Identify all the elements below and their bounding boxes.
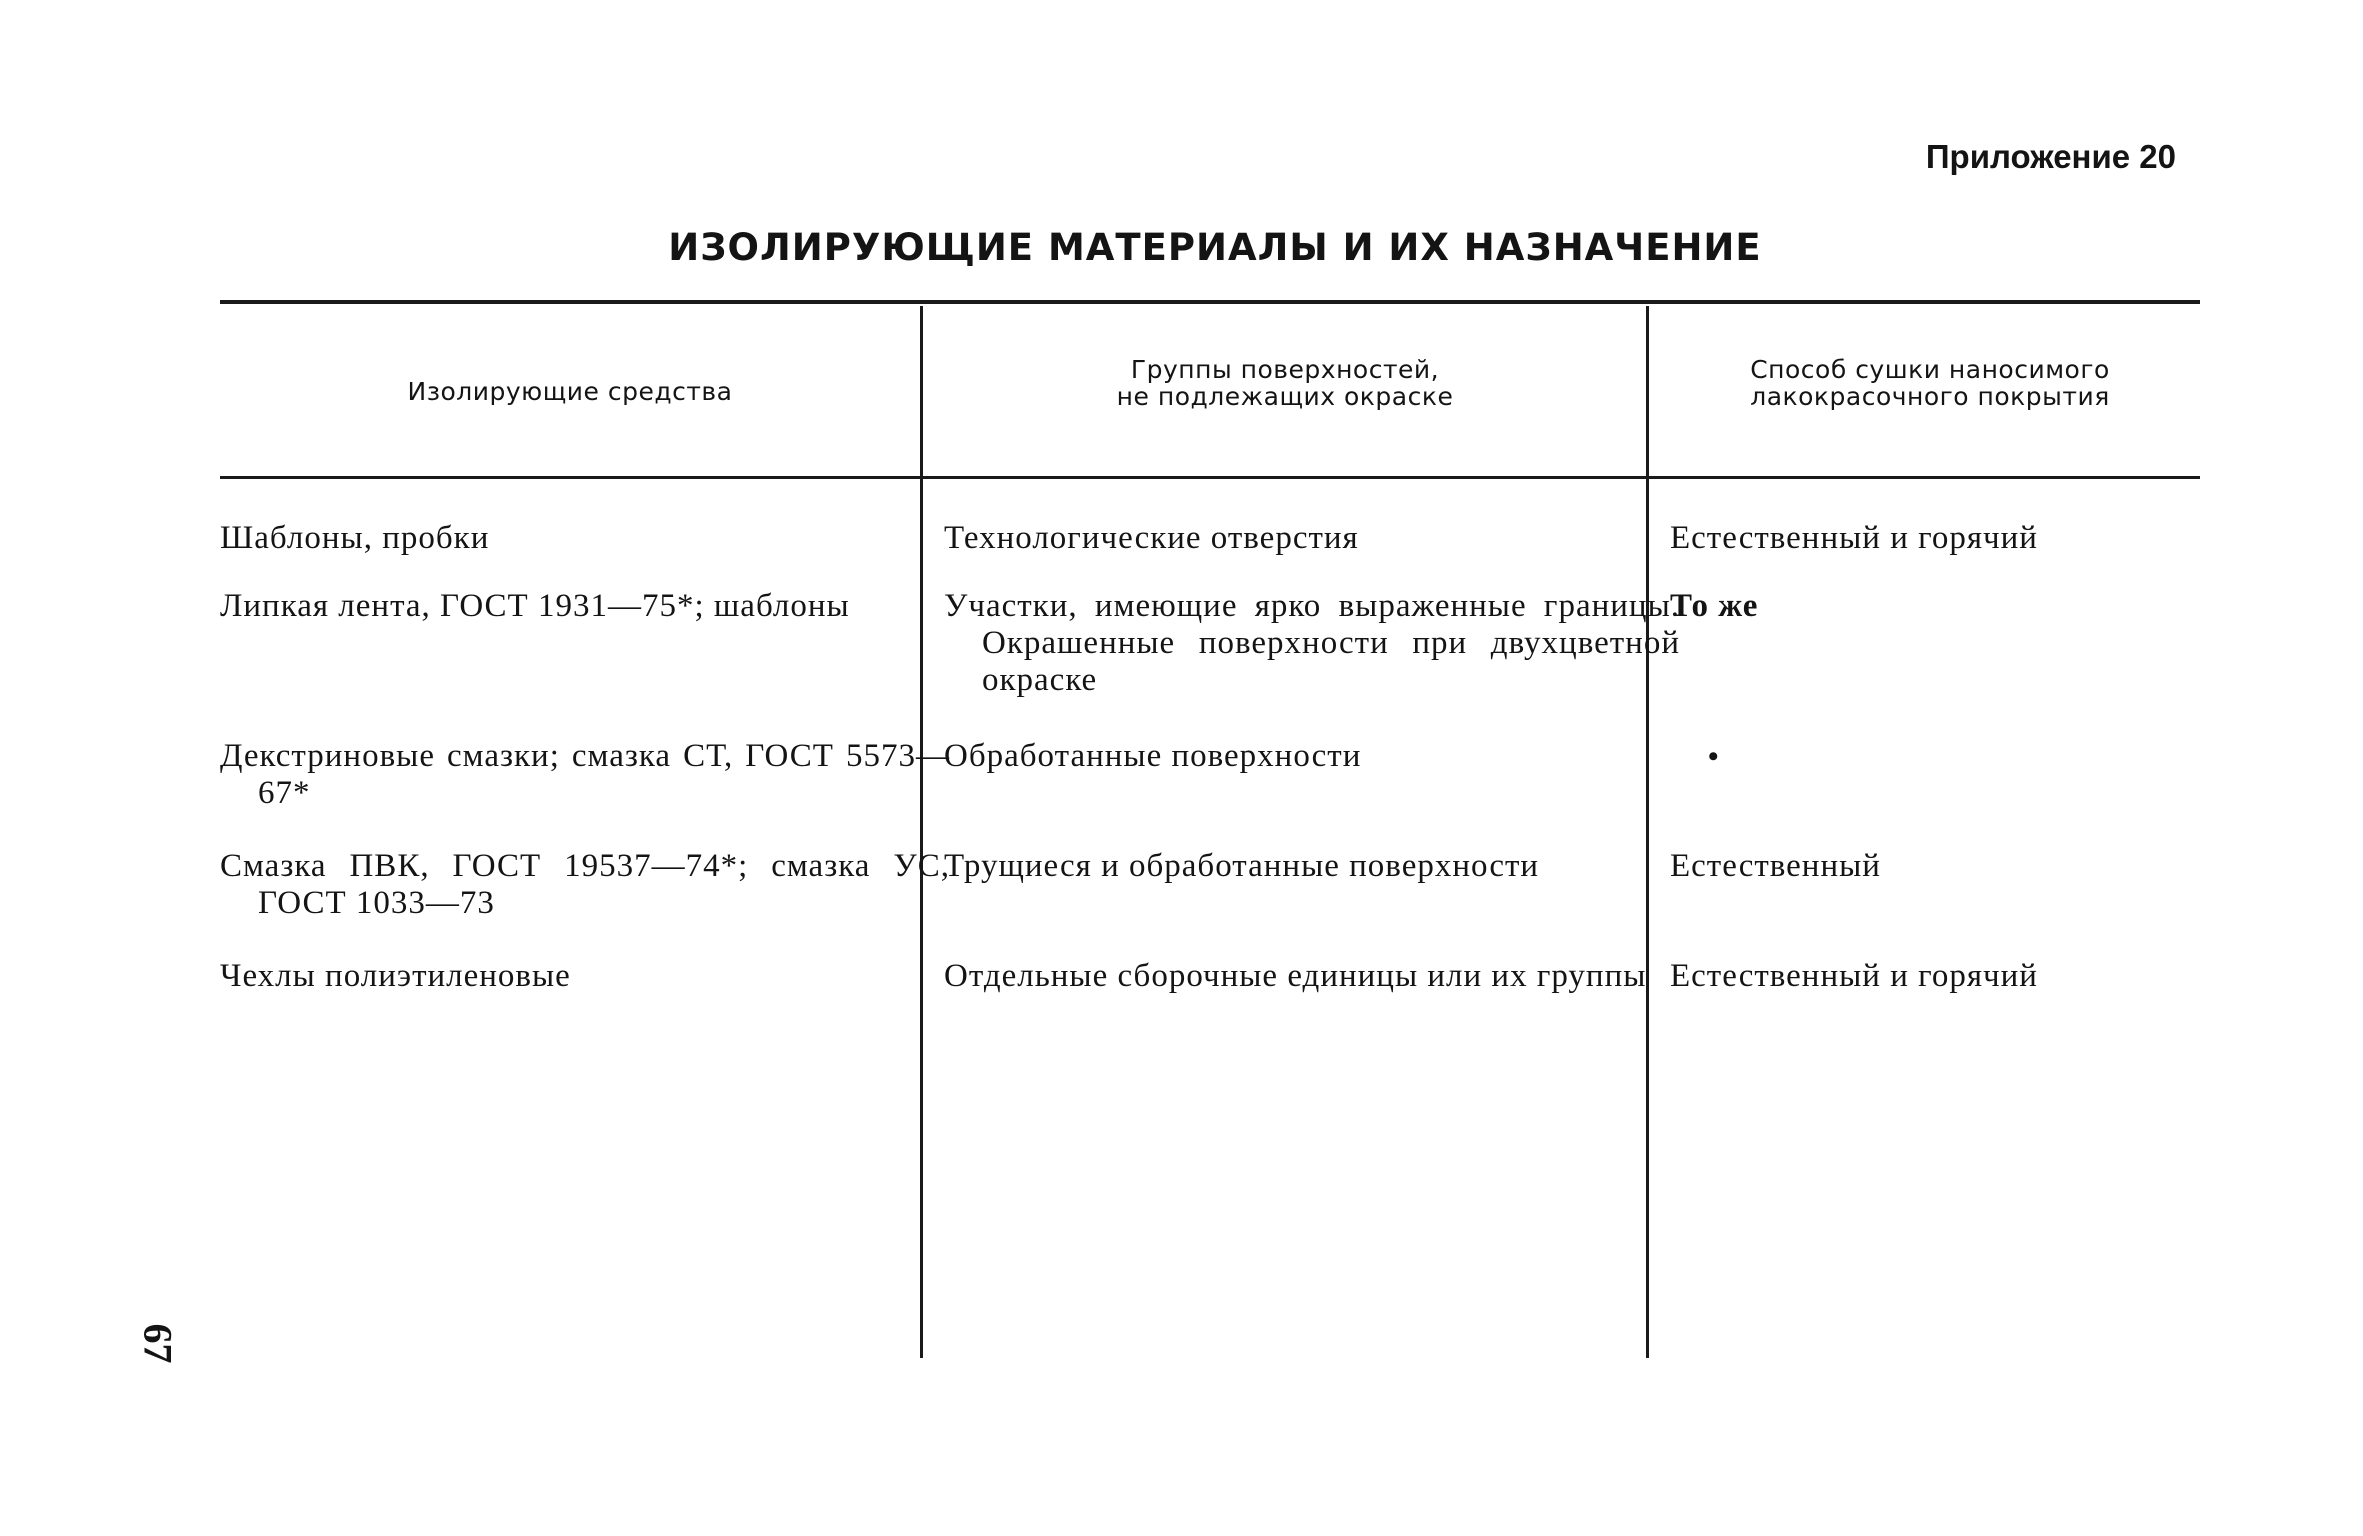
cell-means: Чехлы полиэтиленовые [220, 958, 571, 994]
cell-drying: Естественный и горячий [1670, 958, 2038, 994]
column-divider-2 [1646, 306, 1649, 1358]
cell-surfaces: Участки, имеющие ярко выраженные границы. Окрашенные поверхности при двухцветной окраске [944, 588, 1680, 698]
cell-drying: Естественный [1670, 848, 1881, 884]
header-insulating-means: Изолирующие средства [407, 377, 733, 406]
cell-surfaces: Трущиеся и обработанные поверхности [944, 848, 1540, 884]
cell-means: Липкая лента, ГОСТ 1931—75*; шаблоны [220, 588, 850, 624]
table-header-rule [220, 476, 2200, 479]
table-top-rule [220, 300, 2200, 304]
header-drying-method: Способ сушки наносимого лакокрасочного покрытия [1750, 355, 2110, 411]
column-divider-1 [920, 306, 923, 1358]
cell-surfaces: Технологические отверстия [944, 520, 1359, 556]
page-number: 67 [135, 1323, 181, 1364]
cell-drying: То же [1670, 588, 1759, 624]
ditto-mark: • [1708, 740, 1720, 773]
cell-drying: Естественный и горячий [1670, 520, 2038, 556]
header-surface-groups: Группы поверхностей, не подлежащих окраске [1116, 355, 1454, 411]
cell-means: Смазка ПВК, ГОСТ 19537—74*; смазка УС, ГОСТ 1033—73 [220, 848, 950, 921]
cell-means: Декстриновые смазки; смазка СТ, ГОСТ 5573—67* [220, 738, 950, 811]
page-title: ИЗОЛИРУЮЩИЕ МАТЕРИАЛЫ И ИХ НАЗНАЧЕНИЕ [668, 226, 1762, 269]
appendix-label: Приложение 20 [1925, 138, 2176, 175]
cell-surfaces: Отдельные сборочные единицы или их группы [944, 958, 1647, 994]
cell-means: Шаблоны, пробки [220, 520, 490, 556]
cell-drying [1670, 738, 2190, 775]
cell-surfaces: Обработанные поверхности [944, 738, 1362, 774]
